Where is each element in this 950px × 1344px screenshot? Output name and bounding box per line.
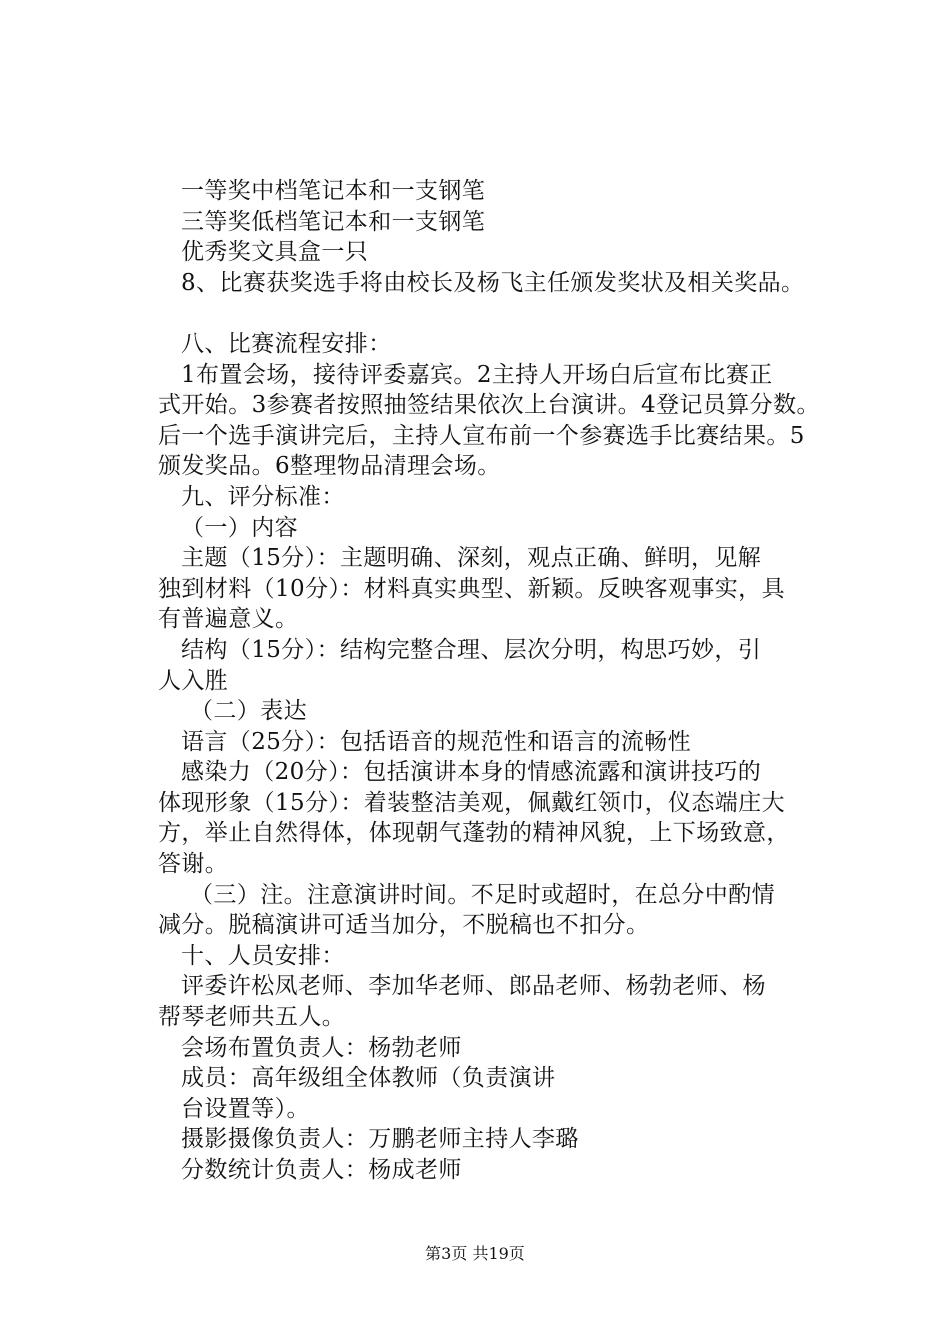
text-line: （三）注。注意演讲时间。不足时或超时，在总分中酌情 bbox=[190, 881, 775, 908]
text-line: 帮琴老师共五人。 bbox=[158, 1004, 346, 1031]
document-body bbox=[158, 176, 858, 1186]
section-heading: 九、评分标准： bbox=[181, 483, 345, 510]
text-line: 三等奖低档笔记本和一支钢笔 bbox=[181, 208, 486, 235]
text-line: 主题（15分）：主题明确、深刻，观点正确、鲜明，见解 bbox=[181, 545, 762, 572]
text-line: 语言（25分）：包括语音的规范性和语言的流畅性 bbox=[181, 728, 691, 755]
text-line: 有普遍意义。 bbox=[158, 606, 299, 633]
text-line: 会场布置负责人：杨勃老师 bbox=[181, 1034, 462, 1061]
text-line: 方，举止自然得体，体现朝气蓬勃的精神风貌，上下场致意， bbox=[158, 820, 790, 847]
text-line: 答谢。 bbox=[158, 851, 229, 878]
text-line: 颁发奖品。6整理物品清理会场。 bbox=[158, 453, 501, 480]
subsection-heading: （一）内容 bbox=[181, 514, 298, 541]
text-line: 结构（15分）：结构完整合理、层次分明，构思巧妙，引 bbox=[181, 636, 762, 663]
subsection-heading: （二）表达 bbox=[190, 698, 307, 725]
text-line: 减分。脱稿演讲可适当加分，不脱稿也不扣分。 bbox=[158, 912, 650, 939]
text-line: 体现形象（15分）：着装整洁美观，佩戴红领巾，仪态端庄大 bbox=[158, 789, 785, 816]
paragraph-gap bbox=[158, 298, 858, 329]
text-line: 摄影摄像负责人：万鹏老师主持人李璐 bbox=[181, 1126, 579, 1153]
text-line: 感染力（20分）：包括演讲本身的情感流露和演讲技巧的 bbox=[181, 759, 762, 786]
text-line: 人入胜 bbox=[158, 667, 229, 694]
text-line: 独到材料（10分）：材料真实典型、新颖。反映客观事实，具 bbox=[158, 575, 785, 602]
text-line: 优秀奖文具盒一只 bbox=[181, 239, 369, 266]
text-line: 成员：高年级组全体教师（负责演讲 bbox=[181, 1065, 556, 1092]
text-line: 1布置会场，接待评委嘉宾。2主持人开场白后宣布比赛正 bbox=[181, 361, 773, 388]
text-line: 分数统计负责人：杨成老师 bbox=[181, 1157, 462, 1183]
text-line: 台设置等）。 bbox=[181, 1095, 310, 1122]
page-footer: 第3页 共19页 bbox=[425, 1244, 525, 1263]
section-heading: 八、比赛流程安排： bbox=[181, 330, 392, 357]
text-line: 评委许松凤老师、李加华老师、郎品老师、杨勃老师、杨 bbox=[181, 973, 766, 1000]
section-heading: 十、人员安排： bbox=[181, 942, 345, 969]
text-line: 后一个选手演讲完后，主持人宣布前一个参赛选手比赛结果。5 bbox=[158, 422, 805, 449]
text-line: 8、比赛获奖选手将由校长及杨飞主任颁发奖状及相关奖品。 bbox=[181, 269, 805, 296]
text-line: 式开始。3参赛者按照抽签结果依次上台演讲。4登记员算分数。 bbox=[158, 392, 820, 419]
text-line: 一等奖中档笔记本和一支钢笔 bbox=[181, 178, 486, 204]
